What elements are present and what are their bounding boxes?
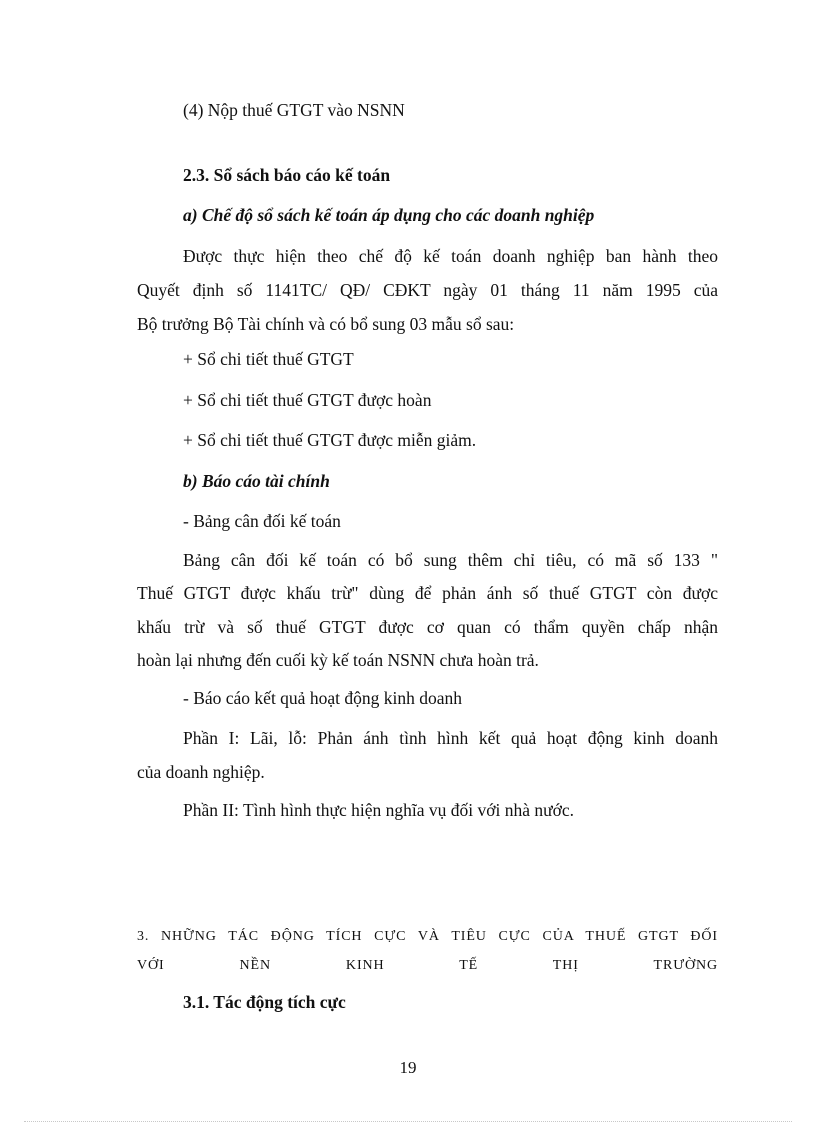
- tax-payment-line: (4) Nộp thuế GTGT vào NSNN: [183, 100, 405, 120]
- balance-sheet-item: - Bảng cân đối kế toán: [183, 511, 341, 531]
- bullet-item: + Sổ chi tiết thuế GTGT được miễn giảm.: [183, 430, 477, 450]
- para1-line3: Bộ trưởng Bộ Tài chính và có bổ sung 03 mẫu sổ sau:: [137, 314, 515, 334]
- para1-line1: Được thực hiện theo chế độ kế toán doanh nghiệp ban hành theo: [183, 246, 718, 266]
- subsection-a-heading: a) Chế độ sổ sách kế toán áp dụng cho các doanh nghiệp: [183, 205, 595, 225]
- part1-line2: của doanh nghiệp.: [137, 762, 265, 782]
- part1-line1: Phần I: Lãi, lỗ: Phản ánh tình hình kết quả hoạt động kinh doanh: [183, 728, 718, 748]
- para2-line1: Bảng cân đối kế toán có bổ sung thêm chỉ tiêu, có mã số 133 ": [183, 550, 718, 570]
- bullet-item: + Sổ chi tiết thuế GTGT được hoàn: [183, 390, 432, 410]
- section-heading-3-line1: 3. NHỮNG TÁC ĐỘNG TÍCH CỰC VÀ TIÊU CỰC CỦA THUẾ GTGT ĐỐI: [137, 929, 718, 944]
- page-number: 19: [399, 1058, 417, 1077]
- business-report-item: - Báo cáo kết quả hoạt động kinh doanh: [183, 688, 462, 708]
- bullet-item: + Sổ chi tiết thuế GTGT: [183, 349, 354, 369]
- section-heading-2-3: 2.3. Sổ sách báo cáo kế toán: [183, 165, 391, 185]
- section-heading-3-1: 3.1. Tác động tích cực: [183, 992, 346, 1012]
- section-heading-3-line2: VỚI NỀN KINH TẾ THỊ TRƯỜNG: [137, 958, 718, 973]
- para2-line4: hoàn lại nhưng đến cuối kỳ kế toán NSNN chưa hoàn trả.: [137, 650, 539, 670]
- para2-line2: Thuế GTGT được khấu trừ" dùng để phản ánh số thuế GTGT còn được: [137, 583, 718, 603]
- para2-line3: khấu trừ và số thuế GTGT được cơ quan có thẩm quyền chấp nhận: [137, 617, 718, 637]
- page-bottom-rule: [24, 1121, 792, 1122]
- para1-line2: Quyết định số 1141TC/ QĐ/ CĐKT ngày 01 tháng 11 năm 1995 của: [137, 280, 718, 300]
- subsection-b-heading: b) Báo cáo tài chính: [183, 471, 330, 491]
- part2-line: Phần II: Tình hình thực hiện nghĩa vụ đối với nhà nước.: [183, 800, 574, 820]
